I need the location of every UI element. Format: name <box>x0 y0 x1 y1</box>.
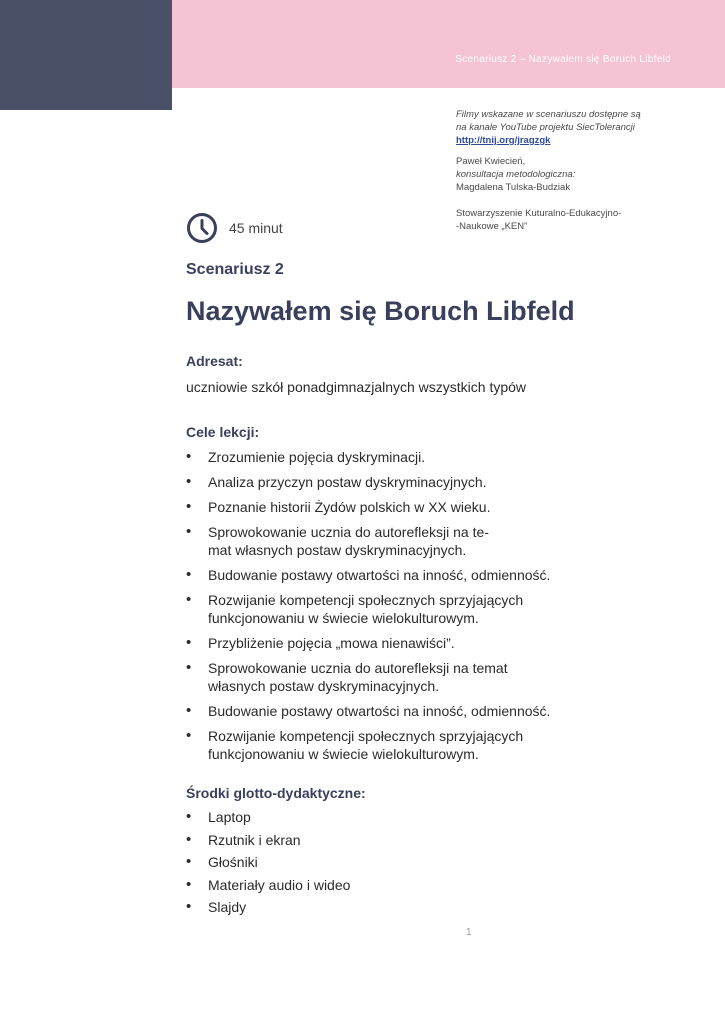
consult-label: konsultacja metodologiczna: <box>456 169 576 180</box>
page-title: Nazywałem się Boruch Libfeld <box>186 296 575 326</box>
films-note-line-2: na kanale YouTube projektu SiecTolerancji <box>456 122 635 133</box>
clock-icon <box>186 212 218 244</box>
goal-item: • Rozwijanie kompetencji społecznych sprzyjających funkcjonowaniu w świecie wielokulturowym. <box>186 727 606 763</box>
goal-item: • Analiza przyczyn postaw dyskryminacyjnych. <box>186 473 606 491</box>
means-item: • Laptop <box>186 808 606 826</box>
means-list <box>186 808 606 916</box>
organization-line-2: -Naukowe „KEN” <box>456 221 528 232</box>
films-note-line-1: Filmy wskazane w scenariuszu dostępne są <box>456 109 641 120</box>
addressee-text: uczniowie szkół ponadgimnazjalnych wszystkich typów <box>186 379 527 395</box>
means-item: • Slajdy <box>186 898 606 916</box>
duration-label: 45 minut <box>229 220 283 236</box>
running-head: Scenariusz 2 – Nazywałem się Boruch Libfeld <box>455 54 671 65</box>
goal-item: • Zrozumienie pojęcia dyskryminacji. <box>186 448 606 466</box>
main-content <box>186 352 606 921</box>
goal-item: • Budowanie postawy otwartości na inność, odmienność. <box>186 566 606 584</box>
goal-item: • Sprowokowanie ucznia do autorefleksji na temat własnych postaw dyskryminacyjnych. <box>186 659 606 695</box>
organization-line-1: Stowarzyszenie Kuturalno-Edukacyjno- <box>456 208 622 219</box>
means-heading: Środki glotto-dydaktyczne: <box>186 785 366 801</box>
scenario-number: Scenariusz 2 <box>186 261 284 278</box>
goal-item: • Poznanie historii Żydów polskich w XX wieku. <box>186 498 606 516</box>
duration <box>186 212 283 244</box>
means-item: • Materiały audio i wideo <box>186 876 606 894</box>
youtube-link[interactable]: http://tnij.org/jragzgk <box>456 135 551 146</box>
header-pink-band <box>172 0 725 88</box>
page-number: 1 <box>466 927 472 938</box>
goal-item: • Sprowokowanie ucznia do autorefleksji na te- mat własnych postaw dyskryminacyjnych. <box>186 523 606 559</box>
addressee-heading: Adresat: <box>186 353 243 369</box>
goals-heading: Cele lekcji: <box>186 424 260 440</box>
goal-item: • Rozwijanie kompetencji społecznych sprzyjających funkcjonowaniu w świecie wielokulturowym. <box>186 591 606 627</box>
goals-list <box>186 448 606 763</box>
side-info <box>456 108 706 233</box>
author: Paweł Kwiecień, <box>456 156 526 167</box>
header-navy-block <box>0 0 172 110</box>
consultant: Magdalena Tulska-Budziak <box>456 182 571 193</box>
goal-item: • Budowanie postawy otwartości na inność, odmienność. <box>186 702 606 720</box>
means-item: • Głośniki <box>186 853 606 871</box>
means-item: • Rzutnik i ekran <box>186 831 606 849</box>
goal-item: • Przybliżenie pojęcia „mowa nienawiści”. <box>186 634 606 652</box>
